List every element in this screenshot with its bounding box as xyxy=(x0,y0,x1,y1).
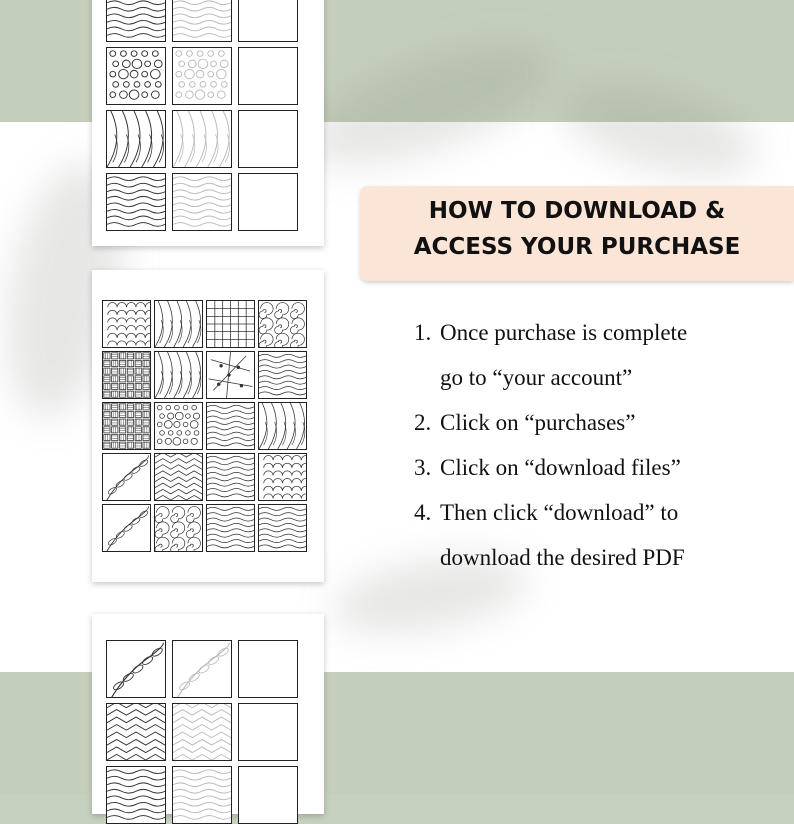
doodle-pattern xyxy=(173,174,231,230)
doodle-pattern xyxy=(155,454,202,500)
doodle-pattern xyxy=(103,301,150,347)
pattern-tile xyxy=(258,504,307,552)
pattern-tile xyxy=(238,766,298,824)
pattern-tile xyxy=(154,504,203,552)
pattern-tile xyxy=(258,402,307,450)
step-3-text: Click on “download files” xyxy=(440,455,681,480)
doodle-pattern xyxy=(207,454,254,500)
step-1-text-cont: go to “your account” xyxy=(440,365,633,390)
doodle-pattern xyxy=(207,505,254,551)
step-4-text-cont: download the desired PDF xyxy=(440,545,685,570)
doodle-pattern xyxy=(103,403,150,449)
doodle-pattern xyxy=(107,0,165,41)
doodle-pattern xyxy=(173,0,231,41)
title-line-1: HOW TO DOWNLOAD & xyxy=(428,198,726,224)
pattern-tile xyxy=(238,703,298,761)
title-banner xyxy=(360,186,794,281)
worksheet-page-top xyxy=(92,0,324,246)
pattern-tile xyxy=(238,640,298,698)
pattern-tile xyxy=(172,47,232,105)
pattern-tile xyxy=(102,351,151,399)
doodle-pattern xyxy=(155,403,202,449)
pattern-tile xyxy=(238,110,298,168)
pattern-tile xyxy=(172,173,232,231)
doodle-pattern xyxy=(259,505,306,551)
doodle-pattern xyxy=(107,641,165,697)
pattern-tile xyxy=(102,300,151,348)
step-2-text: Click on “purchases” xyxy=(440,410,636,435)
doodle-pattern xyxy=(207,352,254,398)
doodle-pattern xyxy=(107,704,165,760)
pattern-tile xyxy=(172,703,232,761)
doodle-pattern xyxy=(259,301,306,347)
doodle-pattern xyxy=(173,111,231,167)
doodle-pattern xyxy=(207,403,254,449)
pattern-tile xyxy=(154,402,203,450)
pattern-tile xyxy=(106,640,166,698)
pattern-tile xyxy=(238,47,298,105)
pattern-tile xyxy=(238,173,298,231)
pattern-tile xyxy=(154,351,203,399)
pattern-tile xyxy=(102,453,151,501)
pattern-tile xyxy=(172,0,232,42)
doodle-pattern xyxy=(259,454,306,500)
pattern-tile xyxy=(258,351,307,399)
doodle-pattern xyxy=(173,767,231,823)
pattern-tile xyxy=(206,402,255,450)
pattern-tile xyxy=(172,640,232,698)
pattern-tile xyxy=(106,47,166,105)
pattern-tile xyxy=(106,703,166,761)
doodle-pattern xyxy=(173,704,231,760)
pattern-tile xyxy=(258,453,307,501)
step-1-number: 1. xyxy=(414,320,432,345)
step-4-text: Then click “download” to xyxy=(440,500,679,525)
pattern-tile xyxy=(106,173,166,231)
doodle-pattern xyxy=(107,111,165,167)
pattern-tile xyxy=(106,110,166,168)
pattern-tile xyxy=(154,300,203,348)
step-3-number: 3. xyxy=(414,455,432,480)
doodle-pattern xyxy=(173,641,231,697)
pattern-tile xyxy=(206,453,255,501)
doodle-pattern xyxy=(107,174,165,230)
doodle-pattern xyxy=(259,352,306,398)
doodle-pattern xyxy=(155,505,202,551)
step-4-number: 4. xyxy=(414,500,432,525)
pattern-tile xyxy=(102,402,151,450)
pattern-tile xyxy=(206,351,255,399)
pattern-tile xyxy=(206,300,255,348)
step-2-number: 2. xyxy=(414,410,432,435)
pattern-tile xyxy=(172,110,232,168)
worksheet-page-middle xyxy=(92,270,324,582)
doodle-pattern xyxy=(103,505,150,551)
pattern-tile xyxy=(206,504,255,552)
doodle-pattern xyxy=(207,301,254,347)
pattern-tile xyxy=(102,504,151,552)
doodle-pattern xyxy=(107,48,165,104)
doodle-pattern xyxy=(155,352,202,398)
doodle-pattern xyxy=(155,301,202,347)
pattern-tile xyxy=(106,0,166,42)
pattern-tile xyxy=(238,0,298,42)
pattern-tile xyxy=(172,766,232,824)
pattern-tile xyxy=(258,300,307,348)
worksheet-page-bottom xyxy=(92,614,324,814)
doodle-pattern xyxy=(107,767,165,823)
title-line-2: ACCESS YOUR PURCHASE xyxy=(413,234,741,260)
doodle-pattern xyxy=(103,352,150,398)
doodle-pattern xyxy=(103,454,150,500)
pattern-tile xyxy=(154,453,203,501)
doodle-pattern xyxy=(173,48,231,104)
doodle-pattern xyxy=(259,403,306,449)
pattern-tile xyxy=(106,766,166,824)
step-1-text: Once purchase is complete xyxy=(440,320,688,345)
